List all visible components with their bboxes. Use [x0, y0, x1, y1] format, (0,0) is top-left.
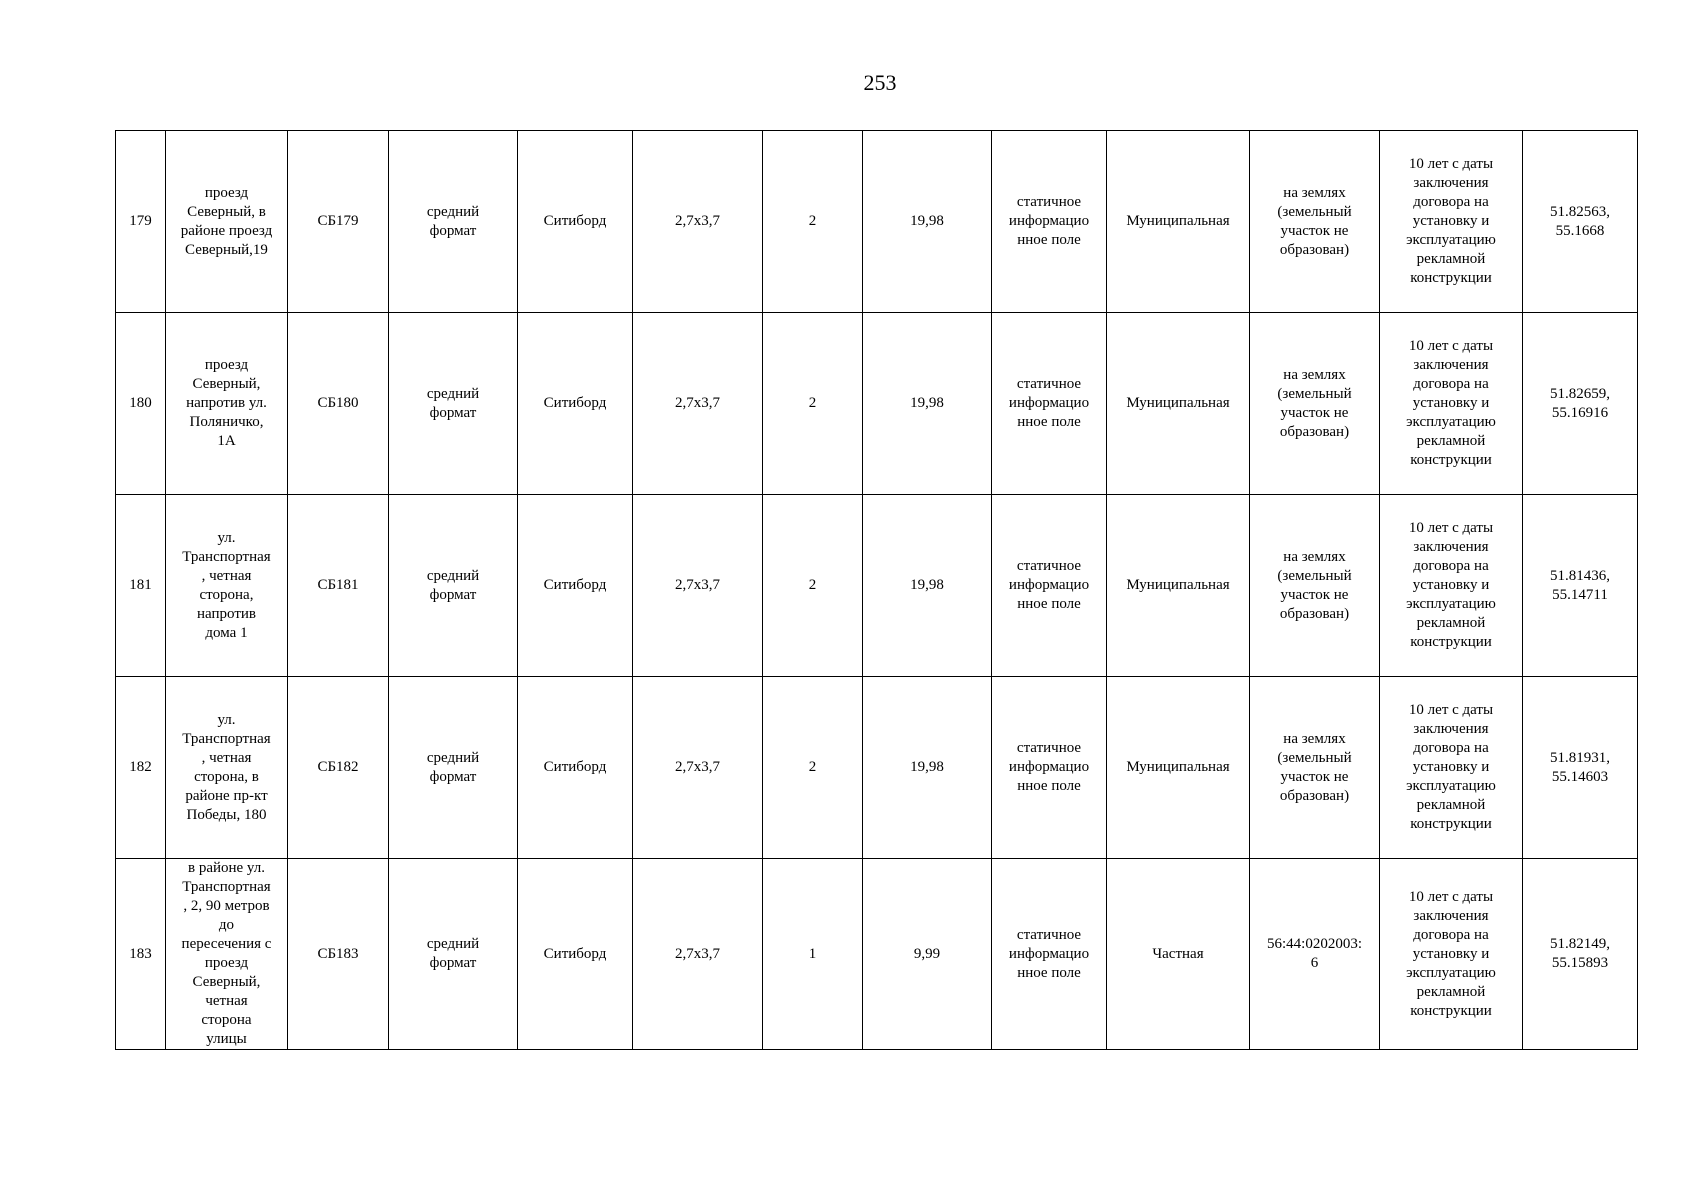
- cell-address-line: Северный,: [192, 376, 261, 392]
- cell-term-line: заключения: [1413, 907, 1489, 924]
- cell-coordinates-line: 55.14711: [1552, 586, 1608, 603]
- cell-field-type-line: информацио: [1008, 945, 1090, 962]
- cell-type: Ситиборд: [518, 131, 633, 313]
- cell-coordinates: [1523, 131, 1638, 313]
- cell-format-line: формат: [429, 768, 477, 785]
- cell-area: 19,98: [863, 495, 992, 677]
- cell-land-plot-line: (земельный: [1277, 567, 1352, 584]
- cell-address-line: Северный, в: [187, 203, 266, 220]
- cell-address-line: проезд: [204, 184, 249, 201]
- cell-address-line: проезд: [204, 357, 249, 373]
- cell-land-plot: [1250, 495, 1380, 677]
- cell-field-type-line: нное поле: [1017, 964, 1081, 981]
- cell-coordinates: [1523, 313, 1638, 495]
- cell-land-plot: [1250, 677, 1380, 859]
- cell-address: [166, 495, 288, 677]
- cell-term-line: заключения: [1413, 539, 1489, 555]
- cell-size: 2,7x3,7: [633, 131, 763, 313]
- cell-number: 179: [116, 131, 166, 313]
- cell-field-type-line: информацио: [1008, 759, 1090, 775]
- cell-term-line: конструкции: [1410, 816, 1492, 832]
- cell-address: [166, 677, 288, 859]
- cell-sides: 2: [763, 495, 863, 677]
- cell-sides: 2: [763, 313, 863, 495]
- table-row: [116, 859, 1638, 1050]
- cell-term-line: 10 лет с даты: [1408, 338, 1494, 354]
- cell-format: [389, 677, 518, 859]
- cell-land-plot-line: на землях: [1283, 548, 1346, 565]
- cell-term: [1380, 495, 1523, 677]
- cell-field-type-line: информацио: [1008, 395, 1090, 411]
- cell-land-plot-line: 6: [1310, 955, 1319, 971]
- cell-address-line: дома 1: [205, 624, 248, 641]
- cell-coordinates-line: 51.81931,: [1550, 749, 1610, 766]
- cell-address: [166, 313, 288, 495]
- cell-field-type-line: нное поле: [1017, 414, 1081, 430]
- cell-term-line: эксплуатацию: [1406, 778, 1496, 794]
- cell-sides: 1: [763, 859, 863, 1050]
- cell-format-line: формат: [429, 404, 477, 421]
- cell-code: СБ181: [288, 495, 389, 677]
- cell-code: СБ182: [288, 677, 389, 859]
- cell-ownership: Муниципальная: [1107, 495, 1250, 677]
- cell-address-line: напротив: [197, 605, 256, 622]
- cell-land-plot-line: (земельный: [1277, 749, 1352, 766]
- cell-land-plot-line: (земельный: [1277, 203, 1352, 220]
- cell-code: СБ179: [288, 131, 389, 313]
- cell-ownership: Муниципальная: [1107, 313, 1250, 495]
- cell-term: [1380, 131, 1523, 313]
- cell-coordinates-line: 55.16916: [1551, 404, 1609, 421]
- cell-field-type: [992, 859, 1107, 1050]
- cell-coordinates-line: 55.1668: [1555, 222, 1605, 239]
- cell-field-type: [992, 677, 1107, 859]
- cell-address-line: Транспортная: [182, 730, 271, 747]
- cell-field-type-line: информацио: [1008, 577, 1090, 593]
- cell-address-line: напротив ул.: [186, 395, 267, 411]
- cell-coordinates: [1523, 677, 1638, 859]
- cell-land-plot-line: участок не: [1280, 404, 1349, 421]
- cell-coordinates-line: 51.82149,: [1550, 936, 1610, 952]
- cell-coordinates-line: 51.81436,: [1550, 567, 1610, 584]
- cell-field-type-line: нное поле: [1017, 778, 1081, 794]
- cell-format-line: формат: [429, 955, 477, 971]
- cell-coordinates-line: 51.82563,: [1550, 203, 1610, 220]
- cell-term-line: рекламной: [1416, 797, 1486, 813]
- cell-code: СБ183: [288, 859, 389, 1050]
- cell-term-line: эксплуатацию: [1406, 964, 1496, 981]
- cell-term-line: рекламной: [1416, 615, 1486, 631]
- cell-coordinates: [1523, 859, 1638, 1050]
- cell-code: СБ180: [288, 313, 389, 495]
- cell-term-line: 10 лет с даты: [1408, 702, 1494, 718]
- cell-size: 2,7x3,7: [633, 677, 763, 859]
- cell-term-line: эксплуатацию: [1406, 232, 1496, 248]
- cell-type: Ситиборд: [518, 495, 633, 677]
- table-row: [116, 131, 1638, 313]
- cell-sides: 2: [763, 131, 863, 313]
- cell-area: 9,99: [863, 859, 992, 1050]
- cell-term-line: установку и: [1412, 945, 1490, 962]
- cell-field-type-line: статичное: [1016, 740, 1082, 756]
- cell-land-plot-line: (земельный: [1277, 385, 1352, 402]
- cell-format-line: средний: [426, 203, 480, 220]
- cell-format-line: средний: [426, 567, 480, 584]
- cell-format: [389, 495, 518, 677]
- cell-address-line: сторона, в: [194, 768, 259, 785]
- cell-coordinates-line: 51.82659,: [1550, 385, 1610, 402]
- cell-term-line: эксплуатацию: [1406, 414, 1496, 430]
- cell-land-plot-line: образован): [1279, 241, 1350, 258]
- cell-field-type-line: информацио: [1008, 213, 1090, 229]
- cell-type: Ситиборд: [518, 859, 633, 1050]
- cell-land-plot: [1250, 313, 1380, 495]
- cell-term-line: заключения: [1413, 175, 1489, 191]
- cell-term-line: договора на: [1413, 740, 1489, 756]
- cell-address-line: Поляничко,: [189, 414, 264, 430]
- cell-term-line: 10 лет с даты: [1408, 156, 1494, 172]
- cell-ownership: Муниципальная: [1107, 131, 1250, 313]
- cell-number: 183: [116, 859, 166, 1050]
- cell-term-line: 10 лет с даты: [1408, 520, 1494, 536]
- cell-address-line: проезд: [204, 955, 249, 971]
- cell-address-line: сторона,: [199, 586, 254, 603]
- cell-coordinates-line: 55.14603: [1551, 768, 1609, 785]
- cell-address-line: четная: [205, 993, 248, 1009]
- cell-field-type: [992, 131, 1107, 313]
- cell-type: Ситиборд: [518, 677, 633, 859]
- cell-address: [166, 131, 288, 313]
- cell-address-line: в районе ул.: [187, 860, 266, 876]
- cell-term-line: рекламной: [1416, 983, 1486, 1000]
- cell-size: 2,7x3,7: [633, 313, 763, 495]
- cell-address-line: Северный,19: [185, 241, 268, 258]
- table-body: [116, 131, 1638, 1050]
- cell-term-line: заключения: [1413, 721, 1489, 737]
- cell-address-line: , четная: [201, 749, 252, 766]
- cell-term-line: заключения: [1413, 357, 1489, 373]
- cell-coordinates-line: 55.15893: [1551, 955, 1609, 971]
- cell-address-line: до: [218, 917, 235, 933]
- cell-format-line: средний: [426, 749, 480, 766]
- cell-format: [389, 859, 518, 1050]
- cell-land-plot-line: участок не: [1280, 768, 1349, 785]
- cell-term-line: конструкции: [1410, 270, 1492, 286]
- cell-term-line: договора на: [1413, 558, 1489, 574]
- cell-term-line: 10 лет с даты: [1408, 888, 1494, 905]
- cell-field-type-line: статичное: [1016, 194, 1082, 210]
- cell-term-line: установку и: [1412, 395, 1490, 411]
- cell-term: [1380, 313, 1523, 495]
- cell-land-plot-line: образован): [1279, 787, 1350, 804]
- cell-address-line: 1А: [217, 433, 236, 449]
- cell-field-type-line: статичное: [1016, 376, 1082, 392]
- cell-format-line: средний: [426, 936, 480, 952]
- cell-field-type: [992, 495, 1107, 677]
- cell-address-line: районе пр-кт: [185, 787, 268, 804]
- cell-address-line: ул.: [217, 529, 236, 546]
- cell-area: 19,98: [863, 313, 992, 495]
- cell-format-line: формат: [429, 586, 477, 603]
- cell-address-line: Транспортная: [182, 548, 271, 565]
- cell-sides: 2: [763, 677, 863, 859]
- cell-field-type-line: статичное: [1016, 926, 1082, 943]
- cell-field-type-line: нное поле: [1017, 596, 1081, 612]
- cell-address-line: районе проезд: [180, 222, 273, 239]
- cell-format: [389, 313, 518, 495]
- cell-size: 2,7x3,7: [633, 495, 763, 677]
- cell-land-plot-line: участок не: [1280, 586, 1349, 603]
- cell-field-type: [992, 313, 1107, 495]
- cell-land-plot: [1250, 859, 1380, 1050]
- cell-term-line: эксплуатацию: [1406, 596, 1496, 612]
- cell-land-plot-line: на землях: [1283, 366, 1346, 383]
- cell-format-line: формат: [429, 222, 477, 239]
- cell-term-line: конструкции: [1410, 1002, 1492, 1019]
- cell-coordinates: [1523, 495, 1638, 677]
- cell-ownership: Частная: [1107, 859, 1250, 1050]
- cell-address-line: улицы: [206, 1031, 247, 1047]
- table-row: [116, 677, 1638, 859]
- cell-term-line: установку и: [1412, 759, 1490, 775]
- cell-land-plot-line: 56:44:0202003:: [1266, 936, 1362, 952]
- cell-address-line: Северный,: [192, 974, 261, 990]
- table-row: [116, 313, 1638, 495]
- cell-address: [166, 859, 288, 1050]
- cell-number: 182: [116, 677, 166, 859]
- cell-address-line: , 2, 90 метров: [183, 898, 270, 914]
- cell-number: 181: [116, 495, 166, 677]
- cell-term: [1380, 859, 1523, 1050]
- cell-format-line: средний: [426, 385, 480, 402]
- cell-format: [389, 131, 518, 313]
- cell-land-plot: [1250, 131, 1380, 313]
- cell-land-plot-line: образован): [1279, 423, 1350, 440]
- cell-term-line: рекламной: [1416, 433, 1486, 449]
- cell-field-type-line: статичное: [1016, 558, 1082, 574]
- cell-term-line: договора на: [1413, 376, 1489, 392]
- advertising-structures-table: [115, 130, 1638, 1050]
- cell-term-line: установку и: [1412, 577, 1490, 593]
- cell-land-plot-line: участок не: [1280, 222, 1349, 239]
- cell-address-line: пересечения с: [181, 936, 272, 952]
- cell-field-type-line: нное поле: [1017, 232, 1081, 248]
- cell-area: 19,98: [863, 677, 992, 859]
- cell-term-line: конструкции: [1410, 452, 1492, 468]
- table-row: [116, 495, 1638, 677]
- cell-term-line: договора на: [1413, 926, 1489, 943]
- cell-term-line: рекламной: [1416, 251, 1486, 267]
- cell-address-line: Победы, 180: [186, 806, 267, 823]
- cell-type: Ситиборд: [518, 313, 633, 495]
- cell-ownership: Муниципальная: [1107, 677, 1250, 859]
- cell-term: [1380, 677, 1523, 859]
- cell-term-line: установку и: [1412, 213, 1490, 229]
- cell-address-line: , четная: [201, 567, 252, 584]
- page-number: 253: [863, 70, 897, 95]
- cell-address-line: ул.: [217, 711, 236, 728]
- cell-address-line: сторона: [201, 1012, 252, 1028]
- cell-land-plot-line: на землях: [1283, 730, 1346, 747]
- cell-address-line: Транспортная: [182, 879, 271, 895]
- cell-land-plot-line: образован): [1279, 605, 1350, 622]
- cell-term-line: договора на: [1413, 194, 1489, 210]
- cell-term-line: конструкции: [1410, 634, 1492, 650]
- cell-size: 2,7x3,7: [633, 859, 763, 1050]
- cell-land-plot-line: на землях: [1283, 184, 1346, 201]
- cell-number: 180: [116, 313, 166, 495]
- cell-area: 19,98: [863, 131, 992, 313]
